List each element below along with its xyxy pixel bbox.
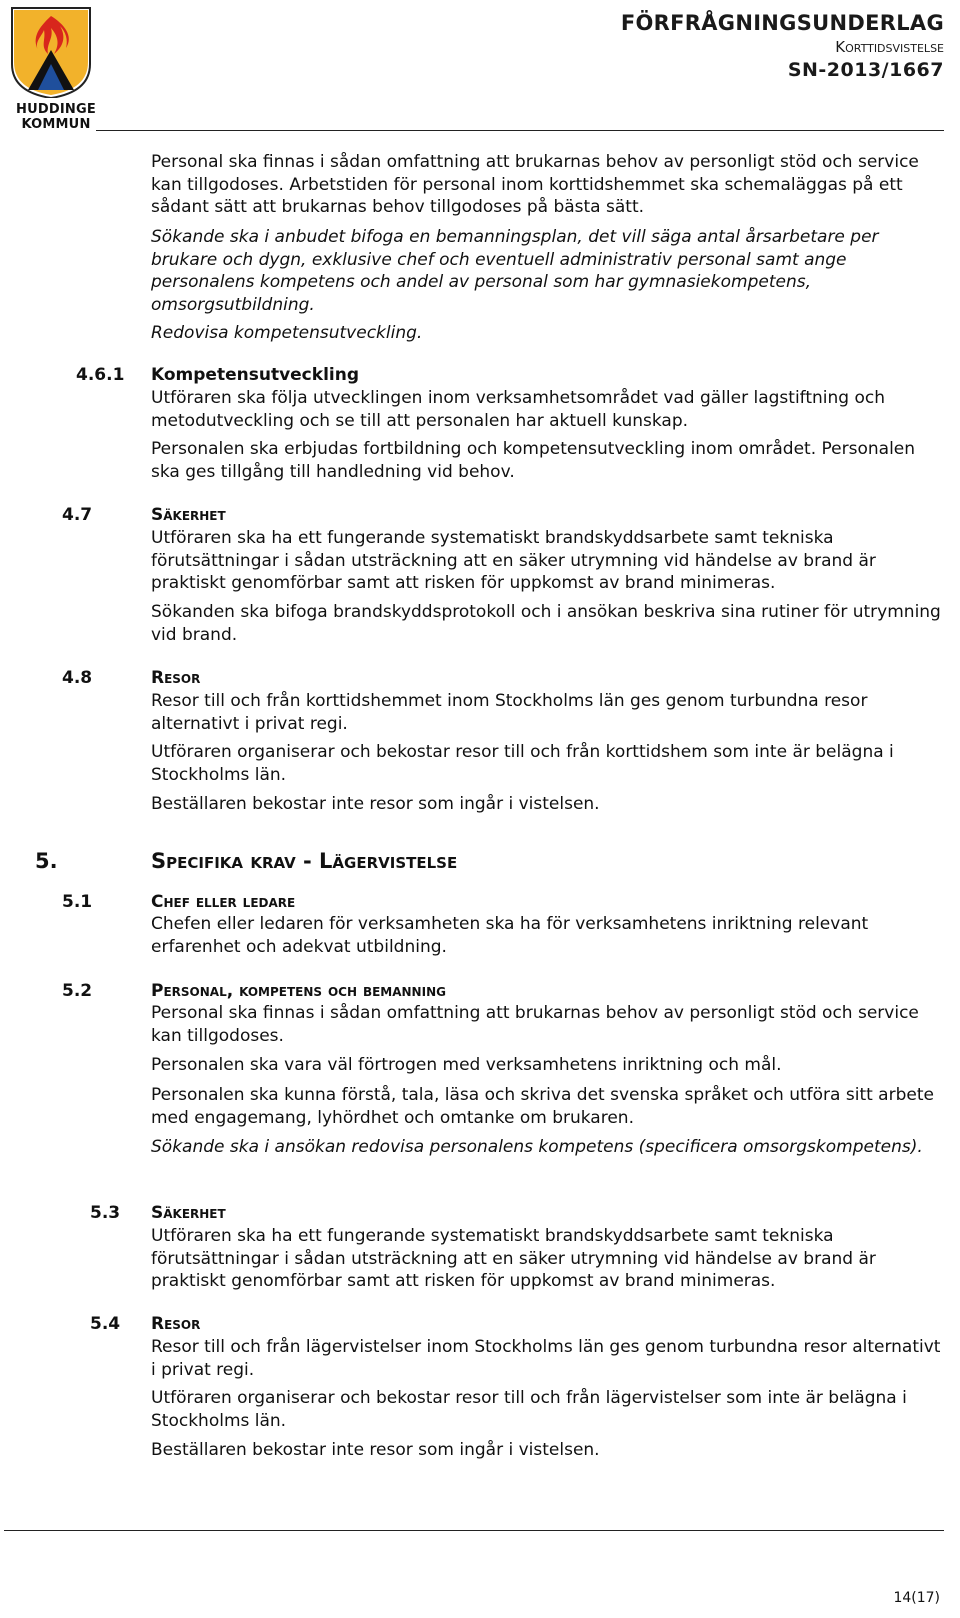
section-number-4-8: 4.8	[62, 668, 93, 688]
huddinge-crest-icon	[8, 6, 94, 98]
section-heading-4-6-1: Kompetensutveckling	[151, 365, 359, 385]
page-number: 14(17)	[893, 1590, 940, 1606]
s54-paragraph-3: Beställaren bekostar inte resor som ingår i vistelsen.	[151, 1440, 600, 1460]
section-number-5-2: 5.2	[62, 981, 93, 1001]
section-heading-5: Specifika krav - Lägervistelse	[151, 849, 458, 873]
document-subtitle: Korttidsvistelse	[835, 38, 944, 56]
section-number-4-7: 4.7	[62, 505, 93, 525]
section-heading-5-4: Resor	[151, 1314, 201, 1334]
s47-paragraph-1: Utföraren ska ha ett fungerande systematiskt brandskyddsarbete samt tekniska förutsättningar i sådan utsträckning att en säker utrymning vid händelse av brand är praktiskt genomförbar samt att risken för uppkomst av brand minimeras.	[151, 528, 876, 593]
s47-paragraph-2: Sökanden ska bifoga brandskyddsprotokoll och i ansökan beskriva sina rutiner för utrymning vid brand.	[151, 602, 941, 645]
section-number-5-3: 5.3	[90, 1203, 121, 1223]
document-header	[621, 10, 944, 82]
s48-paragraph-3: Beställaren bekostar inte resor som ingår i vistelsen.	[151, 794, 600, 814]
section-heading-4-7: Säkerhet	[151, 505, 226, 525]
logo-text	[8, 102, 104, 132]
intro-paragraph-1: Personal ska finnas i sådan omfattning att brukarnas behov av personligt stöd och service kan tillgodoses. Arbetstiden för personal inom korttidshemmet ska schemaläggas på ett sådant sätt att brukarnas behov tillgodoses på bästa sätt.	[151, 152, 919, 217]
s52-paragraph-3: Personalen ska kunna förstå, tala, läsa och skriva det svenska språket och utföra sitt arbete med engagemang, lyhördhet och omtanke om brukaren.	[151, 1085, 934, 1128]
header-divider	[96, 130, 944, 131]
section-heading-5-1: Chef eller ledare	[151, 892, 296, 912]
intro-paragraph-3: Redovisa kompetensutveckling.	[151, 323, 423, 343]
s52-paragraph-4: Sökande ska i ansökan redovisa personalens kompetens (specificera omsorgskompetens).	[151, 1137, 923, 1157]
section-number-4-6-1: 4.6.1	[76, 365, 125, 385]
logo-text-line1: HUDDINGE	[16, 102, 96, 117]
logo	[8, 6, 94, 132]
section-heading-4-8: Resor	[151, 668, 201, 688]
section-number-5: 5.	[35, 849, 58, 873]
s52-paragraph-1: Personal ska finnas i sådan omfattning att brukarnas behov av personligt stöd och service kan tillgodoses.	[151, 1003, 919, 1046]
s52-paragraph-2: Personalen ska vara väl förtrogen med verksamhetens inriktning och mål.	[151, 1055, 782, 1075]
s461-paragraph-1: Utföraren ska följa utvecklingen inom verksamhetsområdet vad gäller lagstiftning och metodutveckling och se till att personalen har aktuell kunskap.	[151, 388, 886, 431]
s461-paragraph-2: Personalen ska erbjudas fortbildning och kompetensutveckling inom området. Personalen ska ges tillgång till handledning vid behov.	[151, 439, 916, 482]
s54-paragraph-1: Resor till och från lägervistelser inom Stockholms län ges genom turbundna resor alternativt i privat regi.	[151, 1337, 941, 1380]
logo-text-line2: KOMMUN	[21, 117, 91, 132]
s54-paragraph-2: Utföraren organiserar och bekostar resor till och från lägervistelser som inte är belägna i Stockholms län.	[151, 1388, 907, 1431]
section-heading-5-3: Säkerhet	[151, 1203, 226, 1223]
footer-divider	[4, 1530, 944, 1531]
section-number-5-1: 5.1	[62, 892, 93, 912]
section-heading-5-2: Personal, kompetens och bemanning	[151, 981, 446, 1001]
s48-paragraph-2: Utföraren organiserar och bekostar resor till och från korttidshem som inte är belägna i Stockholms län.	[151, 742, 894, 785]
intro-paragraph-2: Sökande ska i anbudet bifoga en bemanningsplan, det vill säga antal årsarbetare per brukare och dygn, exklusive chef och eventuell administrativ personal samt ange personalens kompetens och andel av personal som har gymnasiekompetens, omsorgsutbildning.	[151, 227, 879, 315]
section-number-5-4: 5.4	[90, 1314, 121, 1334]
s48-paragraph-1: Resor till och från korttidshemmet inom Stockholms län ges genom turbundna resor alternativt i privat regi.	[151, 691, 868, 734]
s53-paragraph-1: Utföraren ska ha ett fungerande systematiskt brandskyddsarbete samt tekniska förutsättningar i sådan utsträckning att en säker utrymning vid händelse av brand är praktiskt genomförbar samt att risken för uppkomst av brand minimeras.	[151, 1226, 876, 1291]
document-title: FÖRFRÅGNINGSUNDERLAG	[620, 11, 944, 35]
s51-paragraph-1: Chefen eller ledaren för verksamheten ska ha för verksamhetens inriktning relevant erfarenhet och adekvat utbildning.	[151, 914, 869, 957]
document-reference: SN-2013/1667	[787, 59, 944, 81]
